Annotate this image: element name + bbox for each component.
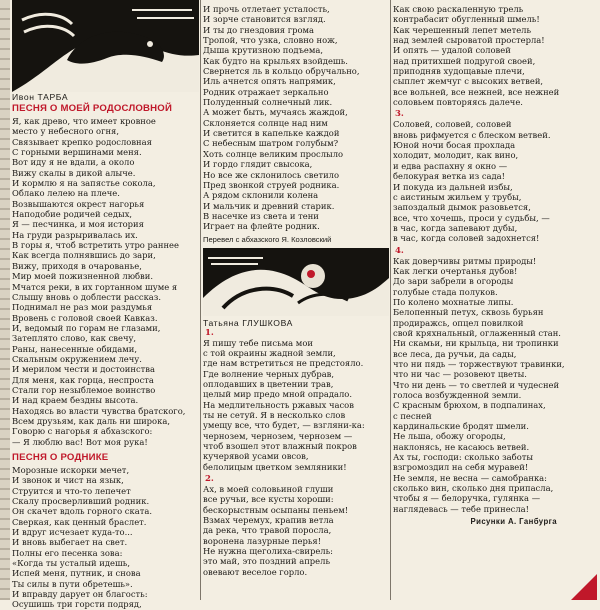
poem-line: чтоб взошел этот влажный покров (203, 441, 357, 451)
poem-line: Как черешенный лепет метель (393, 24, 532, 35)
poem-line: ты не сетуй. Я в несколько слов (203, 409, 346, 420)
poem-line: все вольней, все нежней, все нежней (393, 86, 560, 97)
poem-line: Полны его песенка зова: (12, 547, 123, 558)
poem-line: Испей меня, путник, и снова (12, 568, 141, 579)
poem-line: да река, что травой поросла, (203, 525, 332, 536)
poem-line: взгромоздил на себя муравей! (393, 462, 529, 473)
poem-line: что ни пядь — торжествуют травинки, (393, 359, 565, 369)
poem-line: над притихшей подругой своей, (393, 55, 536, 66)
poem-line: Как свою раскаленную трель (393, 4, 524, 14)
poem-line: И над краем бездны высота. (12, 395, 139, 406)
poem-line: Скальным окружением лечу. (12, 353, 142, 364)
poem-line: контрабасит обугленный шмель! (393, 14, 540, 25)
poem-line: место у небесного огня, (12, 126, 119, 137)
poem-line: По колено мохнатые липы. (393, 296, 514, 307)
poem-line: Стали гор незыблемое воинство (12, 384, 156, 395)
column-2 (203, 0, 389, 600)
poem-line: И прочь отлетает усталость, (203, 4, 330, 14)
poem-line: Не льша, обожу огороды, (393, 431, 506, 442)
poem-line: И вновь выбегает на свет. (12, 537, 128, 548)
poem-line: бескорыстным осыпаны пеньем! (203, 504, 349, 515)
poem-line: Я пишу тебе письма мои (203, 337, 313, 348)
poem-line: Не земля, не весна — самобранка: (393, 472, 547, 483)
poem-3-section-3 (393, 119, 597, 243)
poem-2-lines (12, 465, 199, 610)
poem-line: Как легки очертанья дубов! (393, 265, 518, 276)
poem-line: И кормлю я на запястье сокола, (12, 178, 156, 189)
decorative-bird-drawing (203, 248, 389, 316)
poem-line: Но все же склонилось светило (203, 169, 340, 180)
poem-line: Мир моей пожизненной любви. (12, 271, 154, 282)
poem-line: в час, когда запевают дубы, (393, 222, 518, 233)
poem-line: Ни скамьи, ни крыльца, ни тропинки (393, 338, 559, 349)
poem-line: Не нужна щеголиха-свирель: (203, 546, 334, 557)
poem-line: Морозные искорки мечет, (12, 465, 130, 475)
poem-line: Вровень с головой своей Кавказ. (12, 312, 158, 323)
author-glushkova: Татьяна ГЛУШКОВА (203, 317, 293, 328)
poem-title-2: ПЕСНЯ О РОДНИКЕ (12, 452, 109, 463)
poem-3-section-1 (203, 338, 389, 472)
decorative-horse-drawing (12, 0, 199, 92)
poem-line: Я, как древо, что имеет кровное (12, 116, 156, 126)
poem-line: Взмах черемух, крапив ветла (203, 515, 334, 526)
poem-line: Вот иду я не вдали, а около (12, 157, 135, 168)
poem-line: где нам встретиться не предстояло. (203, 358, 364, 369)
poem-line: С красным брюхом, в подпалинах, (393, 400, 546, 411)
poem-line: Играет на флейте родник. (203, 221, 320, 232)
poem-3-section-2-continued (393, 4, 597, 107)
poem-line: На медлительность ржавых часов (203, 399, 354, 410)
poem-line: А может быть, мучаясь жаждой, (203, 107, 348, 118)
poem-line: все ручьи, все кусты хороши: (203, 494, 334, 505)
poem-line: и едва распахну я окно — (393, 160, 508, 171)
poem-line: До зари забрели в огороды (393, 276, 514, 287)
middle-illustration (203, 248, 389, 316)
poem-line: Возвышаются окрест нагорья (12, 198, 145, 209)
poem-line: И опять — удалой соловей (393, 45, 511, 56)
poem-line: Как будто на крыльях взойдешь. (203, 55, 348, 66)
poem-line: холодит, молодит, как вино, (393, 150, 519, 161)
poem-line: Пред звонкой струей родника. (203, 179, 340, 190)
poem-line: Родник отражает зеркально (203, 86, 329, 97)
poem-line: умещу все, что будет, — взгляни-ка: (203, 420, 365, 431)
poem-line: Вижу скалы в дикой алыче. (12, 167, 136, 178)
poem-line: с песней (393, 410, 432, 421)
poem-line: соловьем повторяясь далече. (393, 97, 523, 108)
poem-line: Находясь во власти чувства братского, (12, 405, 186, 416)
poem-line: Иль ачнется опять напрямик, (203, 76, 336, 87)
poem-3-section-4 (393, 256, 597, 515)
poem-line: запоздалый дымок разовьется, (393, 202, 531, 213)
poem-line: Всем друзьям, как даль ни широка, (12, 415, 170, 426)
poem-line: воронена лазурные перья! (203, 535, 322, 546)
poem-line: И гордо глядит свысока, (203, 159, 313, 170)
illustration-credit: Рисунки А. Ганбурга (470, 517, 557, 527)
poem-line: с той окраины жадной земли, (203, 347, 336, 358)
poem-line: С горными вершинами меня. (12, 147, 142, 158)
poem-line: Осушишь три горсти подряд, (12, 599, 142, 610)
poem-line: Он скачет вдоль горного ската. (12, 506, 152, 517)
poem-line: И зорче становится взгляд. (203, 14, 326, 25)
poem-line: Поднимал не раз мои раздумья (12, 302, 153, 313)
poem-1-continued (203, 4, 389, 232)
poem-line: — Я люблю вас! Вот моя рука! (12, 436, 148, 447)
poem-1-lines (12, 116, 199, 447)
poem-section-3-number: 3. (395, 109, 404, 120)
poem-line: Слышу вновь о доблести рассказ. (12, 291, 162, 302)
poem-line: Мчатся реки, в их гортанном шуме я (12, 281, 178, 292)
poem-line: И вдруг исчезает куда-то... (12, 527, 133, 538)
poem-section-2-number: 2. (205, 474, 214, 485)
poem-line: чернозем, чернозем, чернозем — (203, 430, 353, 441)
poem-line: Белопенный петух, сквозь бурьян (393, 307, 544, 318)
poem-line: Связывает крепко родословная (12, 136, 152, 147)
page-corner-mark (571, 574, 597, 600)
poem-line: Для меня, как горца, неспроста (12, 374, 154, 385)
poem-line: В горы я, чтоб встретить утро раннее (12, 240, 179, 251)
poem-line: Юной ночи босая прохлада (393, 140, 516, 151)
poem-line: В насечке из света и тени (203, 210, 319, 221)
poem-line: свой кряхнальный, оглаженный стан. (393, 327, 561, 338)
translator-credit: Перевел с абхазского Я. Козловский (203, 234, 332, 244)
poem-line: Хоть солнце великим прослыло (203, 148, 344, 159)
poem-line: голоса возбужденной земли. (393, 390, 522, 401)
poem-line: Где волнение черных дубрав, (203, 368, 335, 379)
poem-line: А рядом склонили колена (203, 190, 319, 201)
poem-line: С небесным шатром голубым? (203, 138, 339, 149)
poem-line: «Когда ты усталый идешь, (12, 558, 130, 569)
poem-line: белолицым цветком земляники! (203, 461, 347, 472)
poem-line: Тропой, что узка, словно нож, (203, 35, 338, 46)
column-3 (393, 0, 597, 600)
poem-line: Струится и что-то лепечет (12, 485, 131, 496)
poem-line: это май, это поздний апрель (203, 556, 330, 567)
poem-3-section-2 (203, 484, 389, 577)
poem-line: И ты до гнездовия грома (203, 24, 315, 35)
column-divider (200, 0, 201, 600)
poem-line: Дыша крутизною подъема, (203, 45, 324, 56)
poem-line: кардинальские бродят шмели. (393, 421, 529, 432)
poem-line: целый мир предо мной опрадало. (203, 389, 352, 400)
poem-line: Облако лелею на плече. (12, 188, 120, 199)
poem-line: Сверкая, как ценный браслет. (12, 516, 147, 527)
poem-line: Затеплято слово, как свечу, (12, 333, 137, 344)
poem-line: Ах ты, господи: сколько заботы (393, 452, 534, 463)
poem-line: Ах, в моей соловьиной глуши (203, 484, 334, 495)
poem-line: И, ведомый по горам не глазами, (12, 322, 161, 333)
poem-line: На груди разрыривалась их. (12, 229, 138, 240)
poem-line: Я — песчинка, и моя история (12, 219, 144, 230)
poem-line: чтобы я — белоручка, гулянка — (393, 493, 541, 504)
poem-section-4-number: 4. (395, 245, 404, 256)
poem-line: приподняв худощавые плечи, (393, 66, 525, 77)
poem-line: сколько вин, сколько дня припасла, (393, 483, 554, 494)
poem-line: с аистиным жильем у трубы, (393, 191, 522, 202)
poem-section-1-number: 1. (205, 327, 214, 338)
poem-line: Вижу, приходя в очарованье, (12, 260, 142, 271)
poem-line: Склоняется солнце над ним (203, 117, 328, 128)
poem-line: наклонясь, не касаюсь ветвей. (393, 441, 530, 452)
poem-line: Говорю с нагорья я абхазского: (12, 426, 153, 437)
poem-line: в час, когда соловей задохнется! (393, 233, 540, 244)
poem-line: И вправду дарует он благость: (12, 589, 148, 600)
poem-line: И покуда из дальней избы, (393, 181, 513, 192)
poem-line: Ты силы в пути обретешь». (12, 578, 133, 589)
poem-line: вновь рифмуется с блеском ветвей. (393, 129, 551, 140)
poem-line: наглядевась — тебе принесла! (393, 503, 530, 514)
poem-line: И светится в капельке каждой (203, 128, 340, 139)
poem-line: Как доверчивы ритмы природы! (393, 255, 537, 266)
poem-line: оплодавших в цветении трав, (203, 378, 334, 389)
poem-line: И звонок и чист на язык, (12, 475, 124, 486)
poem-line: Полуденный солнечный лик. (203, 97, 333, 108)
poem-line: И мальчик и древний старик. (203, 200, 335, 211)
page-binding (0, 0, 10, 600)
poem-line: кучерявой усами овсов, (203, 451, 309, 462)
poem-line: белокурая ветка из сада! (393, 171, 506, 182)
poem-line: Что ни день — то светлей и чудесней (393, 379, 560, 390)
poem-line: Соловей, соловей, соловей (393, 119, 512, 130)
poem-line: сыплет жемчуг с высоких ветвей, (393, 76, 544, 87)
poem-line: Наподобие родичей седых, (12, 209, 133, 220)
poem-title-1: ПЕСНЯ О МОЕЙ РОДОСЛОВНОЙ (12, 103, 173, 114)
poem-line: все леса, да ручьи, да сады, (393, 348, 517, 359)
header-illustration (12, 0, 199, 92)
column-1 (12, 0, 199, 610)
poem-line: овевают веселое горло. (203, 566, 308, 577)
poem-line: Свернется ль в кольцо обручально, (203, 66, 360, 77)
poem-line: над землей сыроватой простерла! (393, 35, 545, 46)
poem-line: И мерилом чести и достоинства (12, 364, 155, 375)
column-divider (390, 0, 391, 600)
poem-line: все, что хочешь, проси у судьбы, — (393, 212, 550, 223)
poem-line: Как всегда полнявшись до зари, (12, 250, 156, 261)
poem-line: продиражсь, опцел повилкой (393, 317, 524, 328)
poem-line: голубые стада полуков. (393, 286, 498, 297)
poem-line: Раны, нанесенные обидами, (12, 343, 137, 354)
author-tarba: Ивон ТАРБА (12, 92, 69, 102)
poem-line: что ни час — розовеют цветы. (393, 369, 527, 380)
poem-line: Скалу просверливший родник. (12, 496, 150, 507)
